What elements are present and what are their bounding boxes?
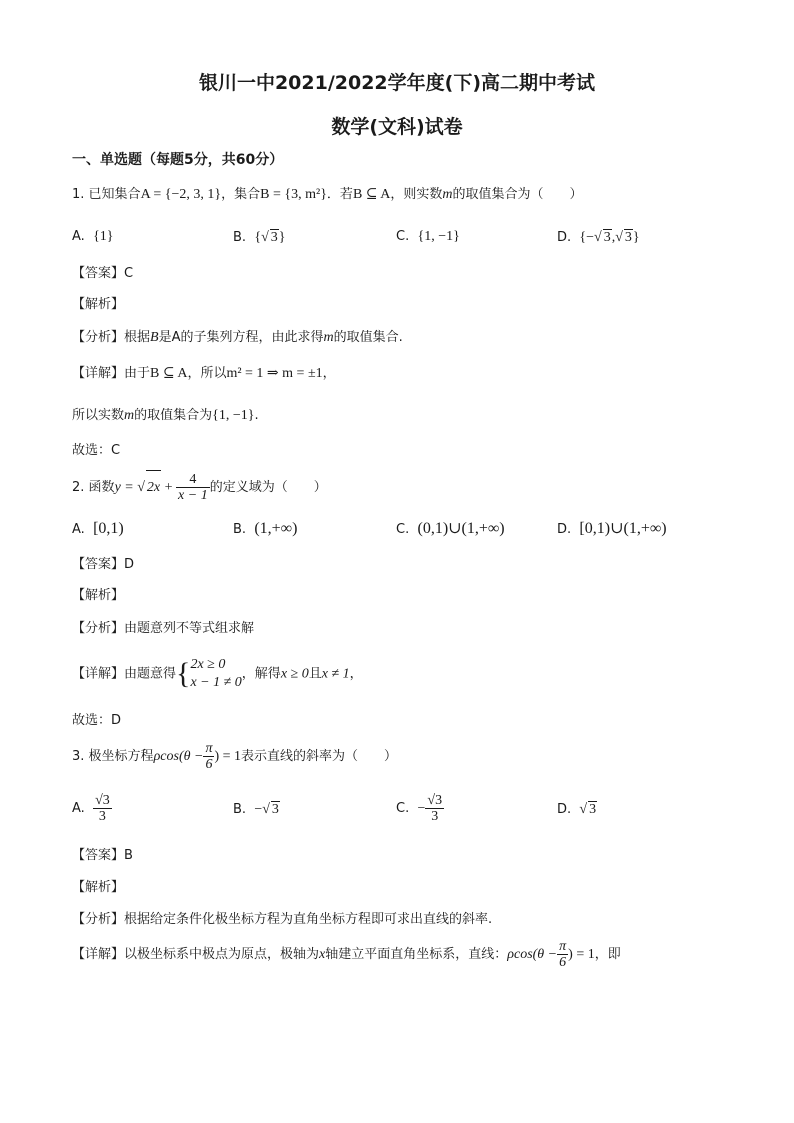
question-3-stem: 3. 极坐标方程ρcos(θ − $\frac{\pi}{6}$ ) = 1表示直线的斜率为（ ） (72, 741, 398, 772)
q3-fenxi: 【分析】根据给定条件化极坐标方程为直角坐标方程即可求出直线的斜率. (72, 912, 493, 927)
q2-answer: 【答案】D (72, 557, 135, 572)
question-1-stem: 1. 已知集合A = {−2, 3, 1}，集合B = {3, m²}．若B ⊆ A，则实数m的取值集合为（ ） (72, 187, 583, 202)
q2-option-d: D. [0,1)∪(1,+∞) (557, 520, 667, 537)
q1-choose: 故选：C (72, 443, 121, 458)
q1-fenxi: 【分析】根据B是A的子集列方程，由此求得m的取值集合. (72, 330, 403, 345)
q2-analysis-label: 【解析】 (72, 588, 125, 603)
question-number: 1. (72, 187, 85, 202)
q2-fenxi: 【分析】由题意列不等式组求解 (72, 621, 255, 636)
q3-option-d: D. √ 3 (557, 802, 597, 817)
q3-analysis-label: 【解析】 (72, 880, 125, 895)
q2-detail: 【详解】由题意得{ 2x ≥ 0 x − 1 ≠ 0 ，解得x ≥ 0且x ≠ 1， (72, 657, 363, 690)
q2-option-a: A. [0,1) (72, 520, 124, 537)
section-heading: 一、单选题（每题5分，共60分） (72, 152, 284, 168)
q2-choose: 故选：D (72, 713, 122, 728)
q3-option-b: B. −√ 3 (233, 802, 279, 817)
page-title: 银川一中2021/2022学年度(下)高二期中考试 (198, 72, 596, 94)
q1-option-d: D. {−√ 3,√ 3} (557, 230, 640, 245)
q1-option-b: B. {√ 3} (233, 230, 286, 245)
question-2-stem: 2. 函数y = √ 2x + $\frac{4}{x - 1}$ 的定义域为（ ） (72, 472, 327, 503)
q1-detail: 【详解】由于B ⊆ A，所以m² = 1 ⇒ m = ±1， (72, 366, 336, 381)
q3-option-a: A. $\frac{√3}{3}$ (72, 793, 110, 824)
q1-answer: 【答案】C (72, 266, 134, 281)
q3-option-c: C. − $\frac{√3}{3}$ (396, 793, 443, 824)
question-number: 3. (72, 749, 85, 764)
q3-answer: 【答案】B (72, 848, 133, 863)
page-subtitle: 数学(文科)试卷 (331, 116, 463, 138)
q2-option-b: B. (1,+∞) (233, 520, 298, 537)
q1-option-c: C. {1, −1} (396, 229, 460, 244)
q1-analysis-label: 【解析】 (72, 297, 125, 312)
question-number: 2. (72, 480, 85, 495)
q1-detail-line2: 所以实数m的取值集合为{1, −1}. (72, 408, 259, 423)
q1-option-a: A. {1} (72, 229, 114, 244)
q2-option-c: C. (0,1)∪(1,+∞) (396, 520, 505, 537)
q3-detail: 【详解】以极坐标系中极点为原点，极轴为x轴建立平面直角坐标系，直线：ρcos(θ − $\frac{\pi}{6}$ ) = 1，即 (72, 939, 621, 970)
